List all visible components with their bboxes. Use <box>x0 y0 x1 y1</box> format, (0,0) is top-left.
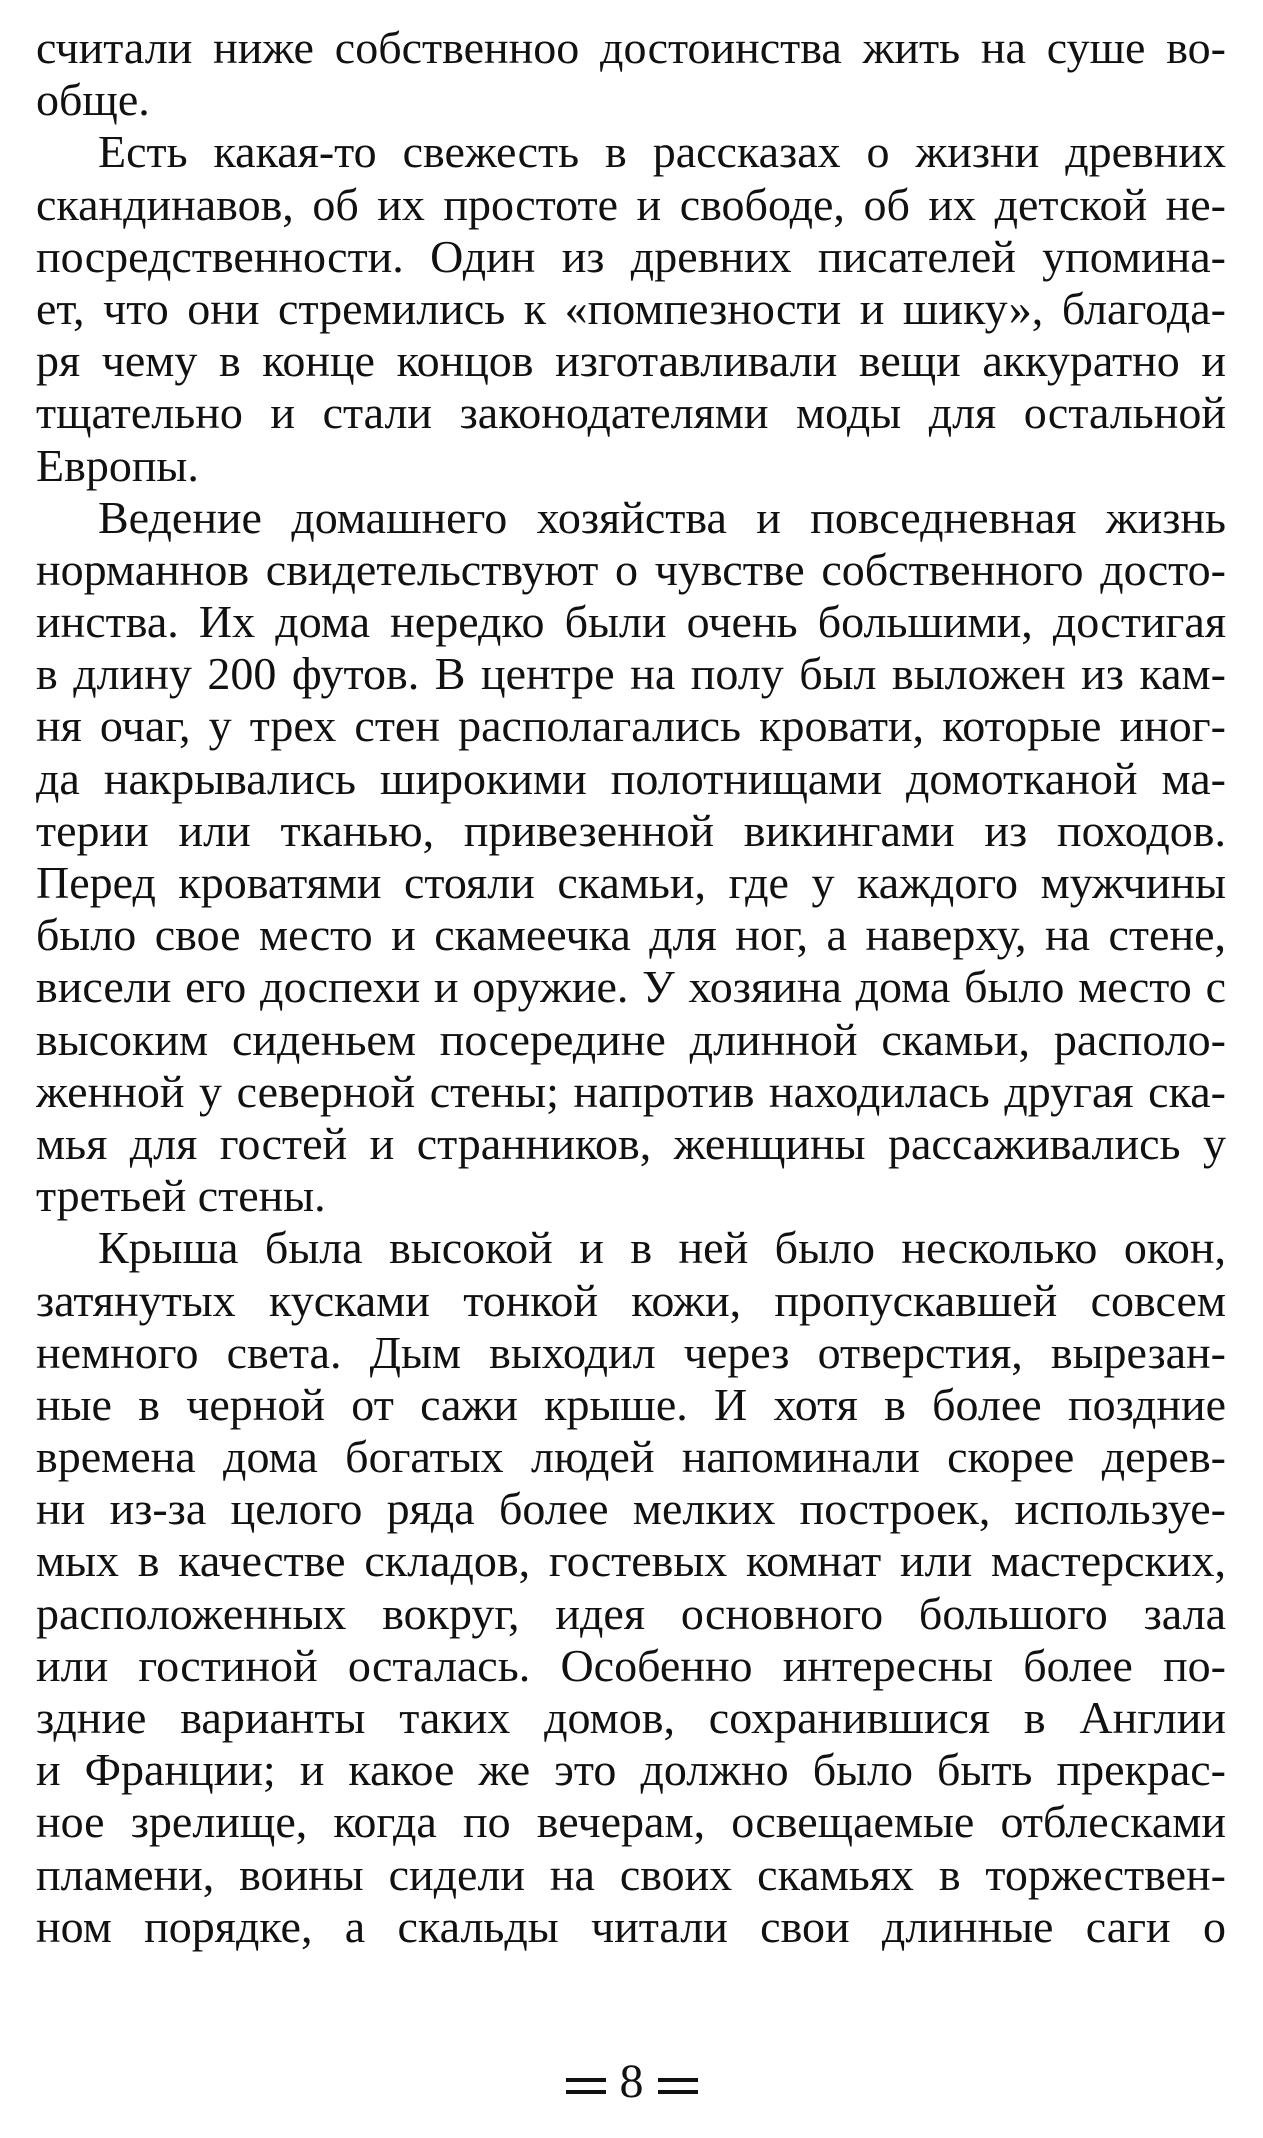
text-line: Европы. <box>36 439 199 491</box>
text-line: или гостиной осталась. Особенно интересны более по- <box>36 1639 1226 1691</box>
text-line: Перед кроватями стояли скамьи, где у каждого мужчины <box>36 857 1226 908</box>
text-line: затянутых кусками тонкой кожи, пропускавшей совсем <box>36 1274 1226 1326</box>
text-line: считали ниже собственноо достоинства жить на суше во- <box>36 22 1226 73</box>
text-line: времена дома богатых людей напоминали скорее дерев- <box>36 1431 1226 1483</box>
text-line: Крыша была высокой и в ней было несколько окон, <box>98 1222 1226 1274</box>
page-number-footer <box>0 2054 1263 2110</box>
text-line: пламени, воины сидели на своих скамьях в торжествен- <box>36 1848 1226 1900</box>
text-line: да накрывались широкими полотнищами домотканой ма- <box>36 752 1226 804</box>
page-text <box>36 22 1226 1953</box>
text-line: мых в качестве складов, гостевых комнат или мастерских, <box>36 1535 1226 1587</box>
text-line: расположенных вокруг, идея основного большого зала <box>36 1587 1226 1639</box>
text-line: Есть какая-то свежесть в рассказах о жизни древних <box>98 126 1226 178</box>
text-line: ет, что они стремились к «помпезности и шику», благода- <box>36 282 1226 334</box>
text-line: ни из-за целого ряда более мелких построек, используе- <box>36 1483 1226 1535</box>
left-dash-ornament <box>566 2078 606 2094</box>
text-line: здние варианты таких домов, сохранившися в Англии <box>36 1692 1226 1743</box>
text-line: ное зрелище, когда по вечерам, освещаемые отблесками <box>36 1796 1226 1848</box>
text-line: обще. <box>36 74 150 126</box>
text-line: женной у северной стены; напротив находилась другая ска- <box>36 1065 1226 1117</box>
text-line: терии или тканью, привезенной викингами из походов. <box>36 804 1226 856</box>
text-line: ря чему в конце концов изготавливали вещи аккуратно и <box>36 335 1226 387</box>
page-number: 8 <box>619 2055 644 2108</box>
text-line: немного света. Дым выходил через отверстия, вырезан- <box>36 1326 1226 1378</box>
text-line: висели его доспехи и оружие. У хозяина дома было место с <box>36 961 1226 1013</box>
right-dash-ornament <box>658 2078 698 2094</box>
text-line: ня очаг, у трех стен располагались кровати, которые иног- <box>36 700 1226 752</box>
text-line: ном порядке, а скальды читали свои длинные саги о <box>36 1900 1226 1952</box>
text-line: ные в черной от сажи крыше. И хотя в более поздние <box>36 1378 1226 1430</box>
text-line: и Франции; и какое же это должно было быть прекрас- <box>36 1744 1226 1796</box>
text-line: тщательно и стали законодателями моды для остальной <box>36 387 1226 439</box>
text-line: посредственности. Один из древних писателей упомина- <box>36 230 1226 282</box>
text-line: третьей стены. <box>36 1170 326 1222</box>
text-line: скандинавов, об их простоте и свободе, об их детской не- <box>36 178 1226 230</box>
text-line: инства. Их дома нередко были очень большими, достигая <box>36 596 1226 648</box>
text-line: норманнов свидетельствуют о чувстве собственного досто- <box>36 543 1226 595</box>
text-line: Ведение домашнего хозяйства и повседневная жизнь <box>98 491 1226 543</box>
text-line: высоким сиденьем посередине длинной скамьи, располо- <box>36 1013 1226 1065</box>
text-line: было свое место и скамеечка для ног, а наверху, на стене, <box>36 909 1226 961</box>
text-line: в длину 200 футов. В центре на полу был выложен из кам- <box>36 648 1226 700</box>
text-line: мья для гостей и странников, женщины рассаживались у <box>36 1117 1226 1169</box>
